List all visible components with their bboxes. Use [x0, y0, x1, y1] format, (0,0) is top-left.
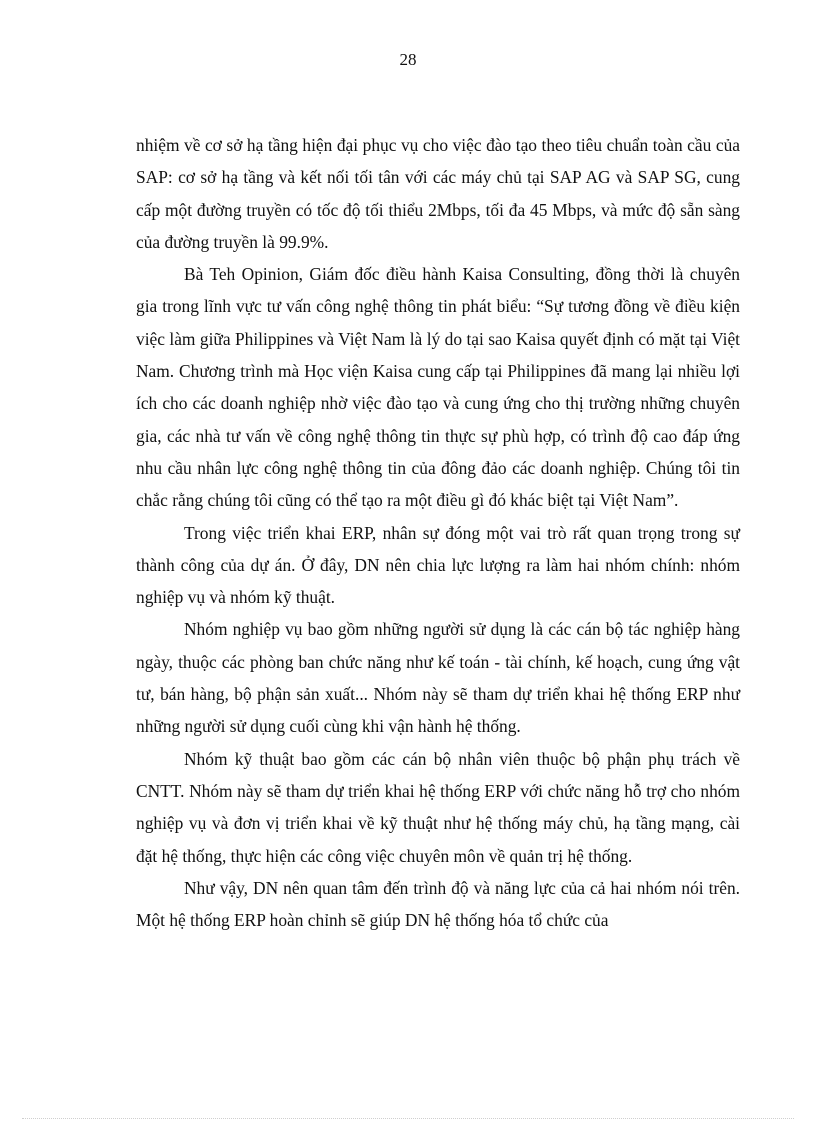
paragraph-kaisa-quote: Bà Teh Opinion, Giám đốc điều hành Kaisa Consulting, đồng thời là chuyên gia trong lĩnh vực tư vấn công nghệ thông tin phát biểu: “Sự tương đồng về điều kiện việc làm giữa Philippines và Việt Nam là lý do tại sao Kaisa quyết định có mặt tại Việt Nam. Chương trình mà Học viện Kaisa cung cấp tại Philippines đã mang lại nhiều lợi ích cho các doanh nghiệp nhờ việc đào tạo và cung ứng cho thị trường những chuyên gia, các nhà tư vấn về công nghệ thông tin thực sự phù hợp, có trình độ cao đáp ứng nhu cầu nhân lực công nghệ thông tin của đông đảo các doanh nghiệp. Chúng tôi tin chắc rằng chúng tôi cũng có thể tạo ra một điều gì đó khác biệt tại Việt Nam”.	[136, 264, 740, 511]
paragraph-technical-group: Nhóm kỹ thuật bao gồm các cán bộ nhân viên thuộc bộ phận phụ trách về CNTT. Nhóm này sẽ tham dự triển khai hệ thống ERP với chức năng hỗ trợ cho nhóm nghiệp vụ và đơn vị triển khai về kỹ thuật như hệ thống máy chủ, hạ tầng mạng, cài đặt hệ thống, thực hiện các công việc chuyên môn về quản trị hệ thống.	[136, 748, 740, 866]
paragraph-conclusion: Như vậy, DN nên quan tâm đến trình độ và năng lực của cả hai nhóm nói trên. Một hệ thống ERP hoàn chỉnh sẽ giúp DN hệ thống hóa tổ chức của	[136, 877, 740, 931]
page-number: 28	[399, 50, 417, 69]
paragraph-erp-staffing: Trong việc triển khai ERP, nhân sự đóng một vai trò rất quan trọng trong sự thành công của dự án. Ở đây, DN nên chia lực lượng ra làm hai nhóm chính: nhóm nghiệp vụ và nhóm kỹ thuật.	[136, 522, 740, 608]
paragraph-business-group: Nhóm nghiệp vụ bao gồm những người sử dụng là các cán bộ tác nghiệp hàng ngày, thuộc các phòng ban chức năng như kế toán - tài chính, kế hoạch, cung ứng vật tư, bán hàng, bộ phận sản xuất... Nhóm này sẽ tham dự triển khai hệ thống ERP như những người sử dụng cuối cùng khi vận hành hệ thống.	[136, 619, 740, 737]
paragraph-continuation: nhiệm về cơ sở hạ tầng hiện đại phục vụ cho việc đào tạo theo tiêu chuẩn toàn cầu của SAP: cơ sở hạ tầng và kết nối tối tân với các máy chủ tại SAP AG và SAP SG, cung cấp một đường truyền có tốc độ tối thiểu 2Mbps, tối đa 45 Mbps, và mức độ sẵn sàng của đường truyền là 99.9%.	[136, 135, 740, 252]
body-text	[136, 129, 740, 936]
page-bottom-rule	[22, 1118, 794, 1119]
